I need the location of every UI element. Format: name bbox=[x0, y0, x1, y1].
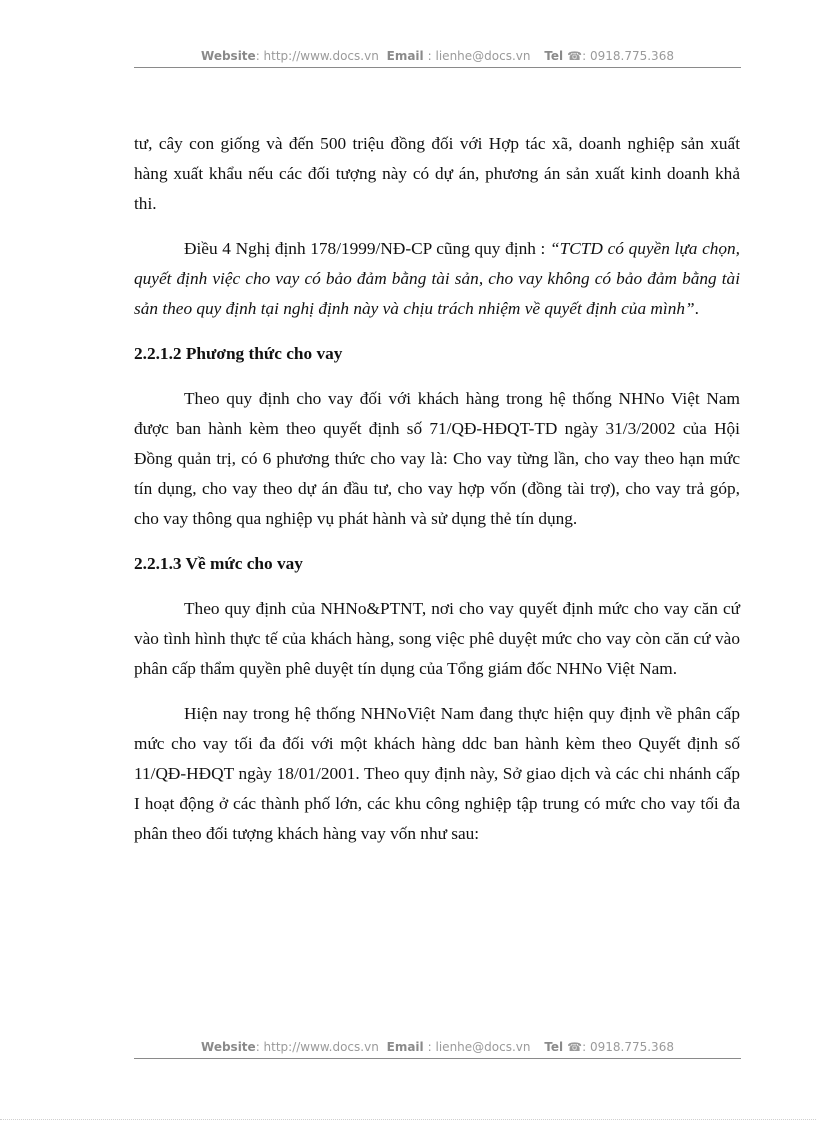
paragraph-3: Theo quy định cho vay đối với khách hàng trong hệ thống NHNo Việt Nam được ban hành kèm theo quyết định số 71/QĐ-HĐQT-TD ngày 31/3/2002 của Hội Đồng quản trị, có 6 phương thức cho vay là: Cho vay từng lần, cho vay theo hạn mức tín dụng, cho vay theo dự án đầu tư, cho vay hợp vốn (đồng tài trợ), cho vay trả góp, cho vay thông qua nghiệp vụ phát hành và sử dụng thẻ tín dụng. bbox=[134, 389, 740, 528]
footer-website-label: Website bbox=[201, 1040, 256, 1054]
header-tel-value: : 0918.775.368 bbox=[582, 49, 674, 63]
header-tel-label: Tel bbox=[544, 49, 564, 63]
page-boundary-divider bbox=[0, 1119, 816, 1120]
paragraph-2-lead: Điều 4 Nghị định 178/1999/NĐ-CP cũng quy định : bbox=[184, 239, 551, 258]
footer-email-label: Email bbox=[386, 1040, 424, 1054]
footer-tel-label: Tel bbox=[544, 1040, 564, 1054]
section-heading-2-2-1-3: 2.2.1.3 Về mức cho vay bbox=[134, 554, 303, 573]
header-email-value: : lienhe@docs.vn bbox=[427, 49, 531, 63]
footer-website-value: : http://www.docs.vn bbox=[255, 1040, 379, 1054]
section-heading-2-2-1-2: 2.2.1.2 Phương thức cho vay bbox=[134, 344, 343, 363]
paragraph-5: Hiện nay trong hệ thống NHNoViệt Nam đang thực hiện quy định về phân cấp mức cho vay tối đa đối với một khách hàng ddc ban hành kèm theo Quyết định số 11/QĐ-HĐQT ngày 18/01/2001. Theo quy định này, Sở giao dịch và các chi nhánh cấp I hoạt động ở các thành phố lớn, các khu công nghiệp tập trung có mức cho vay tối đa phân theo đối tượng khách hàng vay vốn như sau: bbox=[134, 704, 740, 843]
paragraph-2-end: . bbox=[694, 299, 699, 318]
paragraph-2-quote: “TCTD có quyền lựa chọn, quyết định việc cho vay có bảo đảm bằng tài sản, cho vay không có bảo đảm bằng tài sản theo quy định tại nghị định này và chịu trách nhiệm về quyết định của mình” bbox=[134, 239, 740, 318]
paragraph-2 bbox=[134, 234, 740, 324]
footer-email-value: : lienhe@docs.vn bbox=[427, 1040, 531, 1054]
page-footer bbox=[134, 1040, 741, 1059]
footer-tel-value: : 0918.775.368 bbox=[582, 1040, 674, 1054]
paragraph-1: tư, cây con giống và đến 500 triệu đồng đối với Hợp tác xã, doanh nghiệp sản xuất hàng xuất khẩu nếu các đối tượng này có dự án, phương án sản xuất kinh doanh khả thi. bbox=[134, 134, 740, 213]
header-website-value: : http://www.docs.vn bbox=[255, 49, 379, 63]
header-email-label: Email bbox=[386, 49, 424, 63]
phone-icon: ☎ bbox=[567, 1040, 583, 1054]
paragraph-4: Theo quy định của NHNo&PTNT, nơi cho vay quyết định mức cho vay căn cứ vào tình hình thực tế của khách hàng, song việc phê duyệt mức cho vay còn căn cứ vào phân cấp thẩm quyền phê duyệt tín dụng của Tổng giám đốc NHNo Việt Nam. bbox=[134, 599, 740, 678]
page-header bbox=[134, 49, 741, 68]
header-website-label: Website bbox=[201, 49, 256, 63]
document-body bbox=[134, 129, 740, 864]
phone-icon: ☎ bbox=[567, 49, 583, 63]
